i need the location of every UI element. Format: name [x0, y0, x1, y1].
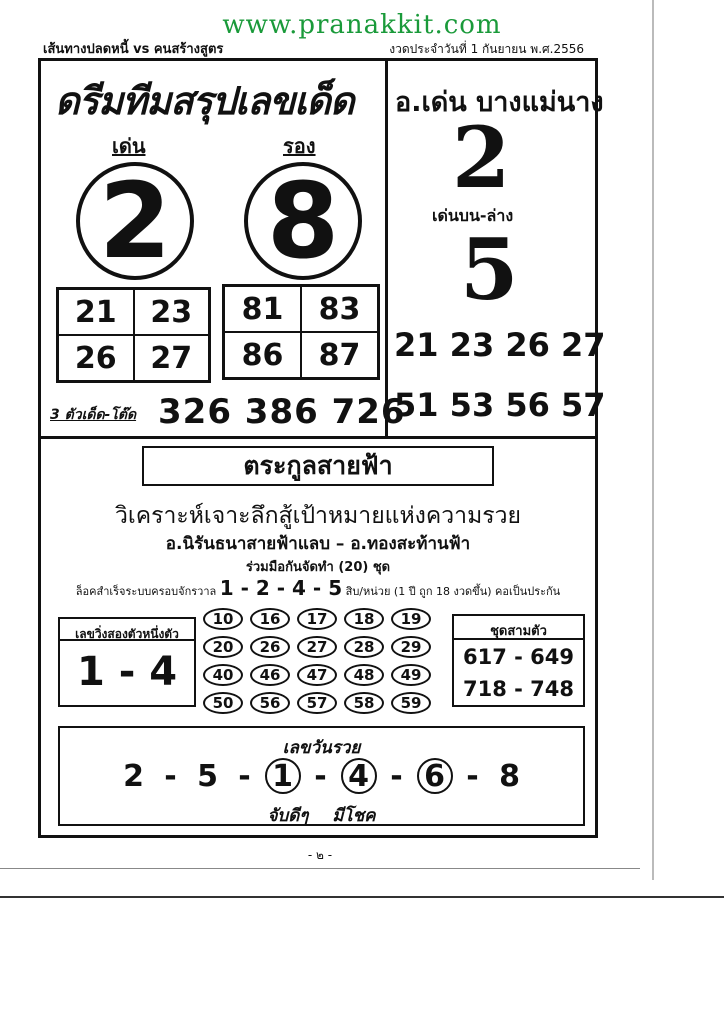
circled-pair: 27 [297, 636, 337, 658]
three-set-label: ชุดสามตัว [454, 616, 583, 640]
second-label: รอง [283, 134, 316, 158]
circled-pair: 28 [344, 636, 384, 658]
circled-pair: 40 [203, 664, 243, 686]
lucky-digit-circled: 6 [417, 758, 453, 794]
lucky-digit-circled: 4 [341, 758, 377, 794]
header-right: งวดประจำวันที่ 1 กันยายน พ.ศ.2556 [389, 42, 584, 56]
circled-pair: 46 [250, 664, 290, 686]
bottom-rule [0, 868, 640, 869]
lucky-digit-circled: 1 [265, 758, 301, 794]
second-pair: 83 [301, 286, 378, 332]
analysis-subtitle: วิเคราะห์เจาะลึกสู้เป้าหมายแห่งความรวย [114, 503, 522, 529]
watermark-url: www.pranakkit.com [222, 10, 502, 40]
three-set-box [452, 614, 585, 707]
circled-pair: 17 [297, 608, 337, 630]
circled-pair: 57 [297, 692, 337, 714]
lucky-digit: 2 [123, 758, 144, 794]
lock-prefix: ล็อคสำเร็จระบบครอบจักรวาล [75, 585, 217, 598]
main-pair: 26 [58, 335, 134, 381]
lucky-digit: 8 [499, 758, 520, 794]
right-digit-bottom: 5 [460, 220, 519, 319]
lock-line [38, 576, 598, 600]
header-left: เส้นทางปลดหนี้ vs คนสร้างสูตร [43, 42, 224, 57]
three-set-line2: 718 - 748 [462, 677, 574, 701]
right-digit-top: 2 [452, 108, 511, 207]
circled-pair: 16 [250, 608, 290, 630]
run-label: เลขวิ่งสองตัวหนึ่งตัว [60, 619, 194, 641]
horizontal-divider [38, 436, 598, 439]
main-pair: 23 [134, 289, 210, 335]
lucky-footer: จับดีๆ มีโชค [267, 806, 376, 826]
lucky-dash: - [466, 758, 479, 794]
second-digit-circle: 8 [244, 162, 362, 280]
main-pair: 27 [134, 335, 210, 381]
circled-pair: 58 [344, 692, 384, 714]
main-label: เด่น [112, 134, 146, 158]
vertical-divider [385, 58, 388, 438]
lucky-numbers-box [58, 726, 585, 826]
second-pairs-grid [222, 284, 380, 380]
main-digit-circle: 2 [76, 162, 194, 280]
circled-pair: 19 [391, 608, 431, 630]
right-numbers-row2: 51 53 56 57 [394, 386, 606, 424]
circled-pair: 20 [203, 636, 243, 658]
lucky-dash: - [238, 758, 251, 794]
scan-edge [652, 0, 654, 880]
circled-pair: 18 [344, 608, 384, 630]
circled-pair: 56 [250, 692, 290, 714]
lucky-sequence [60, 758, 583, 794]
lock-suffix: สิบ/หน่วย (1 ปี ถูก 18 งวดขึ้น) คอเป็นประกัน [345, 585, 561, 598]
run-box [58, 617, 196, 707]
ajarn-den-title: อ.เด่น บางแม่นาง [395, 87, 604, 118]
run-value: 1 - 4 [76, 649, 178, 695]
scan-edge-rule [0, 896, 724, 898]
circled-pair: 50 [203, 692, 243, 714]
lucky-title: เลขวันรวย [282, 738, 361, 758]
right-numbers-row1: 21 23 26 27 [394, 326, 606, 364]
circled-pair: 10 [203, 608, 243, 630]
three-digit-values: 326 386 726 [158, 392, 406, 432]
circled-pairs-grid [203, 608, 438, 716]
circled-pair: 59 [391, 692, 431, 714]
lucky-dash: - [314, 758, 327, 794]
main-pair: 21 [58, 289, 134, 335]
second-pair: 87 [301, 332, 378, 378]
main-pairs-grid [56, 287, 211, 383]
circled-pair: 47 [297, 664, 337, 686]
lucky-digit: 5 [197, 758, 218, 794]
second-pair: 81 [224, 286, 301, 332]
lineage-banner: ตระกูลสายฟ้า [142, 446, 494, 486]
three-set-line1: 617 - 649 [462, 645, 574, 669]
right-sub-label: เด่นบน-ล่าง [432, 206, 514, 225]
three-digit-label: 3 ตัวเด็ด-โต๊ด [50, 407, 137, 423]
page-number: - ๒ - [307, 848, 333, 862]
lucky-dash: - [390, 758, 403, 794]
second-pair: 86 [224, 332, 301, 378]
lock-digits: 1 - 2 - 4 - 5 [219, 576, 343, 600]
circled-pair: 26 [250, 636, 290, 658]
lucky-dash: - [164, 758, 177, 794]
circled-pair: 48 [344, 664, 384, 686]
circled-pair: 29 [391, 636, 431, 658]
collab-line: ร่วมมือกันจัดทำ (20) ชุด [245, 560, 391, 575]
authors-line: อ.นิรันธนาสายฟ้าแลบ – อ.ทองสะท้านฟ้า [165, 534, 471, 554]
dreamteam-title: ดรีมทีมสรุปเลขเด็ด [55, 79, 354, 123]
circled-pair: 49 [391, 664, 431, 686]
